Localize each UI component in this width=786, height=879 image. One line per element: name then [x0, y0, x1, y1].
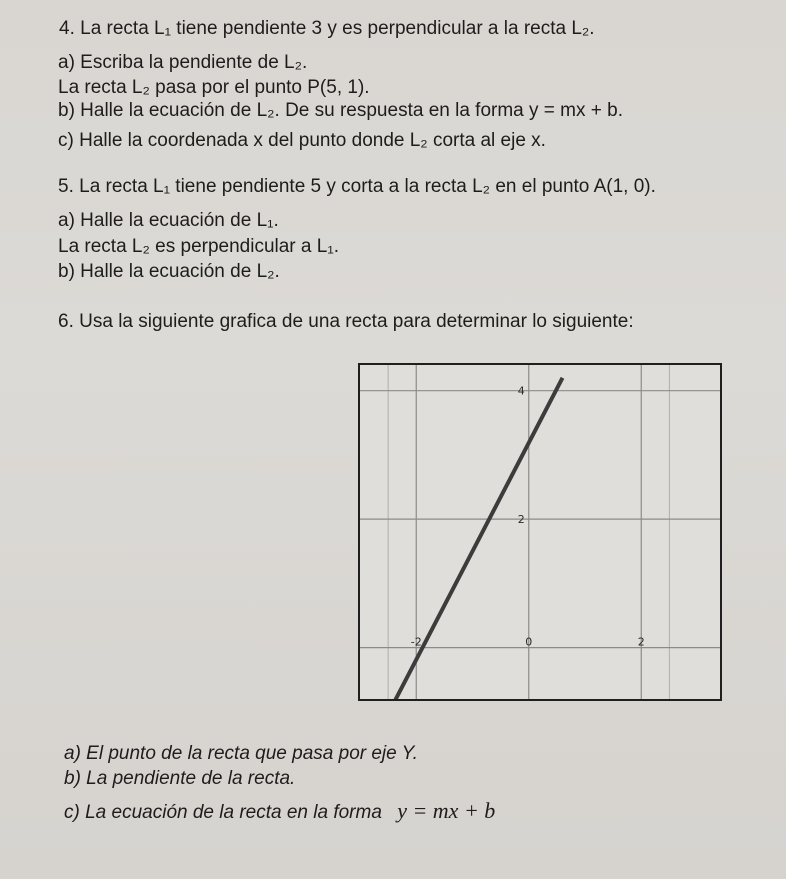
q5-part-a: a) Halle la ecuación de L₁.	[58, 210, 279, 231]
x-tick-label: -2	[410, 635, 422, 649]
q5-stem: 5. La recta L₁ tiene pendiente 5 y corta a la recta L₂ en el punto A(1, 0).	[58, 176, 656, 197]
data-line	[383, 378, 563, 699]
x-tick-label: 0	[525, 635, 533, 649]
q6-stem: 6. Usa la siguiente grafica de una recta para determinar lo siguiente:	[58, 311, 634, 332]
q5-part-b: b) Halle la ecuación de L₂.	[58, 261, 280, 282]
q4-info: La recta L₂ pasa por el punto P(5, 1).	[58, 77, 370, 98]
q6-part-c	[64, 800, 495, 824]
q4-stem: 4. La recta L₁ tiene pendiente 3 y es perpendicular a la recta L₂.	[59, 18, 595, 39]
graph-canvas	[360, 365, 720, 699]
q5-info: La recta L₂ es perpendicular a L₁.	[58, 236, 340, 257]
q6-part-b: b) La pendiente de la recta.	[64, 768, 296, 789]
q4-part-c: c) Halle la coordenada x del punto donde L₂ corta al eje x.	[58, 130, 546, 151]
q4-part-a: a) Escriba la pendiente de L₂.	[58, 52, 308, 73]
q6-part-a: a) El punto de la recta que pasa por eje Y.	[64, 743, 418, 764]
q6-part-c-equation: y = mx + b	[397, 798, 496, 823]
q4-part-b: b) Halle la ecuación de L₂. De su respuesta en la forma y = mx + b.	[58, 100, 623, 121]
q6-part-c-text: c) La ecuación de la recta en la forma	[64, 802, 382, 823]
x-tick-label: 2	[637, 635, 645, 649]
y-tick-label: 4	[517, 384, 525, 398]
line-graph	[358, 363, 722, 701]
y-tick-label: 2	[517, 513, 525, 527]
